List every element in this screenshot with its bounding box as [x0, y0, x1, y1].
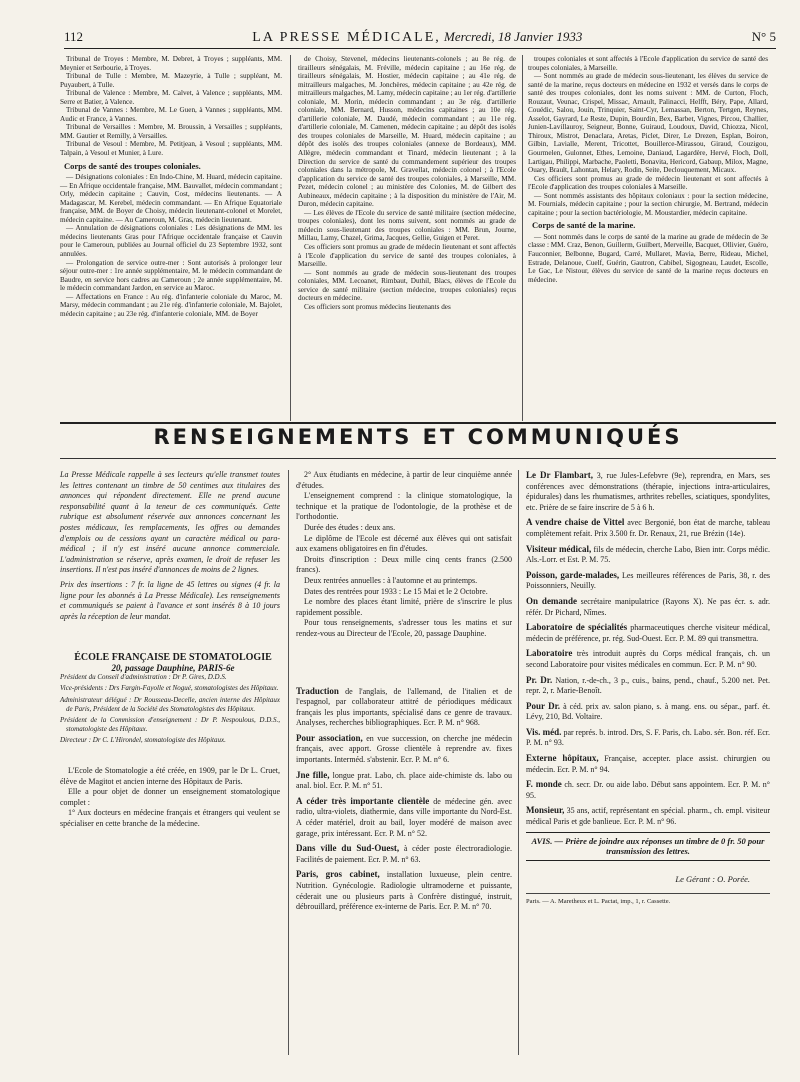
ad-lead: F. monde	[526, 779, 562, 790]
avis-notice: AVIS. — Prière de joindre aux réponses un timbre de 0 fr. 50 pour transmission des lettres.	[526, 832, 770, 861]
article-paragraph: — Les élèves de l'Ecole du service de santé militaire (section médecine, troupes coloniales), dont les noms suivent, sont nommés au grade de médecin sous-lieutenant des troupes coloniales : MM. Brun, Journe, Millau, Lamy, Chazel, Grima, Jacques, Gellie, Guigen et Peret.	[298, 208, 516, 243]
school-paragraph: 2° Aux étudiants en médecine, à partir de leur cinquième année d'études.	[296, 470, 512, 490]
school-paragraph: Dates des rentrées pour 1933 : Le 15 Mai et le 2 Octobre.	[304, 586, 488, 596]
school-paragraph: L'enseignement comprend : la clinique stomatologique, la technique et la pratique de l'odontologie, de la prothèse et de l'orthodontie.	[296, 491, 512, 522]
ad-text: en vue succession, on cherche jne médecin français, avec apport. Grosse clientèle à reprendre av. fixes importants. Interméd. s'abstenir. Ecr. P. M. n° 6.	[296, 733, 512, 765]
classified-ad	[526, 779, 770, 801]
officer-line: Vice-présidents : Drs Fargin-Fayolle et Nogué, stomatologistes des Hôpitaux.	[60, 684, 279, 693]
ad-text: avec Bergonié, bon état de marche, tableau complètement refait. Prix 3.500 fr. Dr. Renaux, 21, rue Brézin (14e).	[526, 518, 771, 538]
insertion-prices: Prix des insertions : 7 fr. la ligne de 45 lettres ou signes (4 fr. la ligne pour les abonnés à La Presse Médicale). Les renseignements et communiqués se paient à l'avance et sont insérés 8 à 10 jours après la réception de leur mandat.	[60, 579, 280, 621]
classified-ad	[526, 470, 770, 513]
classified-ad	[526, 517, 770, 539]
ad-lead: A céder très importante clientèle	[296, 795, 430, 806]
ad-text: très introduit auprès du Corps médical français, ch. un second Laboratoire pour visites médicales en commun. Ecr. P. M. n° 90.	[526, 649, 771, 669]
ad-text: à céd. prix av. salon piano, s. à mang. ens. ou sépar., parf. ét. Lévy, 210, Bd. Voltaire.	[526, 701, 771, 722]
classified-ad	[526, 570, 770, 592]
classified-ad	[296, 686, 512, 729]
classified-ad	[526, 596, 770, 618]
tribunal-paragraph: Tribunal de Troyes : Membre, M. Debret, à Troyes ; suppléants, MM. Meynier et Serbourie, à Troyes.	[60, 55, 282, 72]
body-paragraph: L'Ecole de Stomatologie a été créée, en 1909, par le Dr L. Cruet, élève de Magitot et ancien interne des Hôpitaux de Paris.	[60, 766, 280, 786]
journal-title: LA PRESSE MÉDICALE,	[252, 29, 441, 45]
classified-ads-middle	[296, 686, 512, 913]
editorial-notice: La Presse Médicale rappelle à ses lecteurs qu'elle transmet toutes les lettres contenant un timbre de 50 centimes aux titulaires des annonces qui répondent directement. Elle ne prend aucune responsabilité quant à la teneur de ces communiqués. Cette rubrique est absolument réservée aux annonces concernant les postes médicaux, les remplacements, les offres ou demandes d'emplois ou de cessions ayant un caractère médical ou para-médical ; il n'y est inséré aucune annonce commerciale. L'administration se réserve, après examen, le droit de refuser les insertions. Il n'est pas inséré d'annonces de moins de 2 lignes.	[60, 470, 280, 575]
officer-line: Directeur : Dr C. L'Hirondel, stomatologiste des Hôpitaux.	[60, 736, 226, 745]
school-paragraph: Le diplôme de l'Ecole est décerné aux élèves qui ont satisfait aux examens obligatoires en fin d'études.	[296, 533, 512, 554]
ad-text: de l'anglais, de l'allemand, de l'italien et de l'espagnol, par collaborateur attitré de périodiques médicaux français les plus importants, spécialisé dans ce genre de travaux. Analyses, recherches bibliographiques. Ecr. P. M. n° 968.	[296, 686, 512, 728]
school-officers	[60, 673, 280, 745]
masthead	[252, 29, 582, 46]
ad-lead: On demande	[526, 595, 577, 606]
classified-ad	[296, 733, 512, 766]
classified-ad	[526, 648, 770, 670]
ad-lead: Dans ville du Sud-Ouest,	[296, 843, 400, 854]
top-column-1	[60, 55, 282, 318]
article-paragraph: Ces officiers sont promus médecins lieutenants des	[304, 302, 451, 311]
ad-text: pharmaceutiques cherche visiteur médical, médecin de préférence, pr. rég. Sud-Ouest. Ecr. P. M. 89 qui transmettra.	[526, 623, 771, 643]
classified-ad	[526, 701, 770, 723]
section-rule	[60, 458, 776, 459]
page-header	[64, 26, 776, 49]
body-paragraph: 1° Aux docteurs en médecine français et étrangers qui veulent se spécialiser en cette branche de la médecine.	[60, 808, 280, 828]
ad-text: fils de médecin, cherche Labo, Bien intr. Corps médic. Als.-Lorr. et Est. P. M. 75.	[526, 544, 770, 565]
column-divider	[290, 55, 291, 421]
ad-lead: Laboratoire de spécialités	[526, 622, 628, 633]
page-number: 112	[64, 29, 84, 44]
section-rule	[60, 422, 776, 424]
officer-line: Président du Conseil d'administration : Dr P. Gires, D.D.S.	[60, 672, 227, 681]
school-title: ÉCOLE FRANÇAISE DE STOMATOLOGIE	[74, 652, 272, 664]
article-paragraph: — Sont nommés au grade de médecin sous-lieutenant, les élèves du service de santé de la marine, reçus docteurs en médecine en 1932 et versés dans le corps de santé des troupes coloniales, dont les noms suivent : MM. de Curton, Floch, Rouzaut, Veunac, Crispel, Missac, Arnault, Palinacci, Helfft, Béry, Pape, Allard, Couédic, Salou, Jouin, Trinquier, Saint-Cyr, Lemassan, Berton, Tertgen, Reynes, Asselot, Gayrard, Le Reste, Dupin, Bourdin, Bex, Barbet, Vignes, Pircou, Challier, Junien-Lavillauroy, Seigneur, Bonne, Guiraud, Loudoux, David, Chiozza, Nicol, Thiroux, Mistrot, Denaclara, Aretas, Piclet, Direr, Le Drezen, Esplan, Boiron, Gilbin, Lavialle, Merent, Tricottet, Bouillerce-Mirassou, Giraud, Couzigou, Gourmelen, Gulonnet, Ethes, Lemoine, Daniaud, Lagardère, Hervé, Floch, Doll, Lartigau, Philippi, Marbache, Paoletti, Bonavita, Hericord, Gabaup, Milox, Magne, Ouary, Brault, Lahontan, Helary, Rodin, Seite, Declouquement, Micaux.	[528, 72, 768, 175]
notices-column	[60, 470, 280, 830]
officer-line: Président de la Commission d'enseignement : Dr P. Nespoulous, D.D.S., stomatologiste des Hôpitaux.	[60, 716, 280, 733]
middle-column	[296, 470, 512, 917]
article-paragraph: de Choisy, Stevenel, médecins lieutenants-colonels ; au 8e rég. de tirailleurs sénégalais, M. Fréville, médecin capitaine ; au 16e rég. de tirailleurs sénégalais, M. Hostier, médecin capitaine ; au 41e rég. de mitrailleurs malgaches, M. Jonchères, médecin capitaine ; au 42e rég. de mitrailleurs malgaches, M. Lamy, médecin capitaine ; au 1er rég. d'artillerie coloniale, M. Morin, médecin commandant ; au 3e rég. d'artillerie coloniale, MM. Bernard, Husson, médecins capitaines ; au 10e rég. d'artillerie coloniale, M. Daudé, médecin commandant ; au 11e rég. d'artillerie coloniale, M. Camenen, médecin capitaine ; au dépôt des isolés des troupes coloniales de Marseille, M. Huard, médecin capitaine ; au dépôt des isolés des troupes coloniales (annexe de Bordeaux), MM. Allègre, médecin commandant et Tinard, médecin lieutenant ; à la Direction du service de santé du commandement supérieur des troupes coloniales dans la métropole, M. Gravellat, médecin colonel ; à l'Ecole d'application du service de santé des troupes coloniales, à Marseille, MM. Pezet, médecin colonel ; au ministère des Colonies, M. de Gilbert des Aubineaux, médecin capitaine ; à la disposition du ministère de l'Air, M. Duron, médecin capitaine.	[298, 55, 516, 209]
ad-text: Les meilleures références de Paris, 38, r. des Poissonniers, Neuilly.	[526, 570, 770, 591]
top-column-3	[528, 55, 768, 284]
top-column-2	[298, 55, 516, 311]
ad-text: longue prat. Labo, ch. place aide-chimiste ds. labo ou anal. biol. Ecr. P. M. n° 51.	[296, 770, 512, 791]
printer-line: Paris. — A. Maretheux et L. Pactat, imp., 1, r. Cassette.	[526, 893, 770, 907]
column-divider	[518, 470, 519, 1055]
article-paragraph: — Prolongation de service outre-mer : Sont autorisés à prolonger leur séjour outre-mer : 1re année supplémentaire, M. le médecin commandant de Baudre, en service hors cadres au Cameroun ; 2e année supplémentaire, M. le médecin commandant Jardon, en service au Maroc.	[60, 258, 282, 293]
ad-text: secrétaire manipulatrice (Rayons X). Ne pas écr. s. adr. référ. Dr Pichard, Nîmes.	[526, 596, 771, 617]
article-paragraph: troupes coloniales et sont affectés à l'Ecole d'application du service de santé des troupes coloniales, à Marseille.	[528, 55, 768, 72]
ad-lead: Laboratoire	[526, 648, 573, 659]
ad-lead: Visiteur médical,	[526, 543, 592, 554]
classified-ad	[296, 869, 512, 912]
tribunal-paragraph: Tribunal de Versailles : Membre, M. Broussin, à Versailles ; suppléants, MM. Gautier et Remilly, à Versailles.	[60, 123, 282, 140]
section-heading: Corps de santé des troupes coloniales.	[64, 160, 201, 171]
classified-ads-right	[526, 470, 770, 828]
ad-lead: Vis. méd.	[526, 726, 562, 737]
ad-lead: Pr. Dr.	[526, 674, 553, 685]
classified-ad	[526, 805, 770, 827]
ad-lead: Externe hôpitaux,	[526, 753, 599, 764]
ad-text: ch. secr. Dr. ou aide labo. Début sans appointem. Ecr. P. M. n° 95.	[526, 780, 770, 800]
classified-ad	[526, 727, 770, 749]
school-paragraph: Pour tous renseignements, s'adresser tous les matins et sur rendez-vous au Directeur de l'Ecole, 20, passage Dauphine.	[296, 618, 512, 638]
officer-line: Administrateur délégué : Dr Rousseau-Decelle, ancien interne des Hôpitaux de Paris, Président de la Société des Stomatologistes des Hôpitaux.	[60, 696, 280, 713]
article-paragraph: — Sont nommés au grade de médecin sous-lieutenant des troupes coloniales, MM. Lecoanet, Rimbaut, Duthil, Blacs, élèves de l'Ecole du service de santé militaire (section médecine, troupes coloniales) reçus docteurs en médecine.	[298, 268, 516, 303]
issue-date: Mercredi, 18 Janvier 1933	[444, 28, 583, 44]
section-banner: RENSEIGNEMENTS ET COMMUNIQUÉS	[153, 425, 683, 449]
ad-lead: Poisson, garde-malades,	[526, 569, 620, 580]
ad-lead: Paris, gros cabinet,	[296, 869, 380, 880]
school-paragraph: Durée des études : deux ans.	[304, 522, 396, 532]
school-address: 20, passage Dauphine, PARIS-6e	[111, 663, 235, 674]
issue-number: N° 5	[751, 29, 776, 44]
classified-ad	[296, 843, 512, 865]
ad-lead: Monsieur,	[526, 805, 565, 816]
school-paragraph: Le nombre des places étant limité, prière de s'inscrire le plus rapidement possible.	[296, 597, 512, 617]
article-paragraph: — Sont nommés dans le corps de santé de la marine au grade de médecin de 3e classe : MM. Craz, Benon, Guillerm, Guilbert, Merveille, Bacquet, Ollivier, Guéro, Fauconnier, Belbonne, Bugard, Carré, Mullaret, Mavia, Berre, Rideau, Michel, Estrade, Delanoue, Cuelf, Guérin, Gautron, Cabibel, Sigogneau, Laudet, Escolle, Le Gac, Le Nistour, élèves du service de santé de la marine reçus docteurs en médecine.	[528, 232, 768, 284]
article-paragraph: — Affectations en France : Au rég. d'infanterie coloniale du Maroc, M. Marsy, médecin commandant ; au 21e rég. d'infanterie coloniale, M. Bajolet, médecin capitaine ; au 23e rég. d'infanterie coloniale, MM. de Boyer	[60, 292, 282, 318]
school-details	[296, 470, 512, 640]
tribunal-paragraph: Tribunal de Valence : Membre, M. Calvet, à Valence ; suppléants, MM. Serre et Batier, à Valence.	[60, 89, 282, 106]
ad-lead: A vendre chaise de Vittel	[526, 517, 625, 528]
ad-text: Française, accepter. place assist. chirurgien ou médecin. Ecr. P. M. n° 94.	[526, 754, 771, 774]
right-column	[526, 470, 770, 907]
tribunal-paragraph: Tribunal de Vannes : Membre, M. Le Guen, à Vannes ; suppléants, MM. Audic et France, à Vannes.	[60, 106, 282, 123]
ad-text: par représ. b. introd. Drs, S. F. Paris, ch. Labo. sér. Bon. réf. Ecr. P. M. n° 93.	[526, 727, 771, 748]
classified-ad	[526, 544, 770, 566]
tribunal-paragraph: Tribunal de Vesoul : Membre, M. Petitjean, à Vesoul ; suppléants, MM. Talpain, à Vesoul et Munier, à Lure.	[60, 140, 282, 158]
school-paragraph: Deux rentrées annuelles : à l'automne et au printemps.	[304, 575, 478, 585]
tribunal-paragraph: Tribunal de Tulle : Membre, M. Mazeyrie, à Tulle ; suppléant, M. Puyaubert, à Tulle.	[60, 72, 282, 89]
article-paragraph: Ces officiers sont promus au grade de médecin lieutenant et sont affectés à l'Ecole d'application du service de santé des troupes coloniales, à Marseille.	[298, 243, 516, 269]
article-paragraph: — Désignations coloniales : En Indo-Chine, M. Huard, médecin capitaine. — En Afrique occidentale française, MM. Bauvallet, médecin commandant ; Orly, médecin capitaine ; Cauvin, Cost, médecins lieutenants. — A Madagascar, M. Kerebel, médecin commandant. — En Afrique Equatoriale française, MM. de Boyer de Choisy, médecin lieutenant-colonel et Morelet, médecin capitaine. — Au Cameroun, M. Gras, médecin lieutenant.	[60, 173, 282, 224]
school-paragraph: Droits d'inscription : Deux mille cinq cents francs (2.500 francs).	[296, 554, 512, 575]
ad-lead: Traduction	[296, 685, 339, 696]
classified-ad	[526, 675, 770, 697]
classified-ad	[526, 753, 770, 775]
ad-text: 3, rue Jules-Lefebvre (9e), reprendra, en Mars, ses conférences avec démonstrations (thérapie, injections intra-articulaires, épidurales) dans les rhumatismes, arthrites rebelles, sciatiques, spondylites, etc. Prière de se faire inscrire de 5 à 6 h.	[526, 471, 770, 512]
body-paragraph: Elle a pour objet de donner un enseignement stomatologique complet :	[60, 787, 280, 807]
ad-lead: Le Dr Flambart,	[526, 470, 594, 480]
ad-text: Nation, r.-de-ch., 3 p., cuis., bains, pend., chauf., 5.200 net. Pet. repr. 2, r. Marie-Benoît.	[526, 675, 770, 696]
classified-ad	[296, 796, 512, 839]
ad-lead: Pour association,	[296, 732, 363, 743]
section-heading: Corps de santé de la marine.	[532, 220, 636, 231]
gerant-signature: Le Gérant : O. Porée.	[675, 873, 750, 884]
classified-ad	[526, 622, 770, 644]
column-divider	[288, 470, 289, 1055]
column-divider	[522, 55, 523, 421]
ad-text: installation luxueuse, plein centre. Nutrition. Gynécologie. Radiologie ultramoderne et puissante, céderait une ou plusieurs parts à Confrère distingué, instruit, débrouillard, préférence ex-interne de Paris. Ecr. P. M. n° 70.	[296, 870, 513, 912]
ad-lead: Jne fille,	[296, 769, 330, 780]
ad-text: 35 ans, actif, représentant en spécial. pharm., ch. empl. visiteur médical Paris et gde banlieue. Ecr. P. M. n° 96.	[526, 806, 770, 827]
article-paragraph: — Annulation de désignations coloniales : Les désignations de MM. les médecins lieutenants Gras pour l'Afrique occidentale française et Cauvin pour le Cameroun, publiées au Journal officiel du 23 Septembre 1932, sont annulées.	[60, 224, 282, 259]
ad-lead: Pour Dr.	[526, 700, 561, 711]
article-paragraph: Ces officiers sont promus au grade de médecin lieutenant et sont affectés à l'Ecole d'application des troupes coloniales à Marseille.	[528, 174, 768, 192]
ad-text: à céder poste électroradiologie. Facilités de paiement. Ecr. P. M. n° 63.	[296, 844, 513, 864]
ad-text: de médecine gén. avec radio, ultra-violets, diathermie, dans ville importante du Nord-Est. A céder matériel, droit au bail, loyer modéré de maison avec garage, prix intéressant. Ecr. P. M. n° 52.	[296, 796, 512, 838]
school-description	[60, 766, 280, 830]
classified-ad	[296, 770, 512, 792]
article-paragraph: — Sont nommés assistants des hôpitaux coloniaux : pour la section médecine, M. Fournials, médecin capitaine ; pour la section chirurgie, M. Bertrand, médecin capitaine ; pour la section bactériologie, M. Moustardier, médecin capitaine.	[528, 191, 768, 217]
